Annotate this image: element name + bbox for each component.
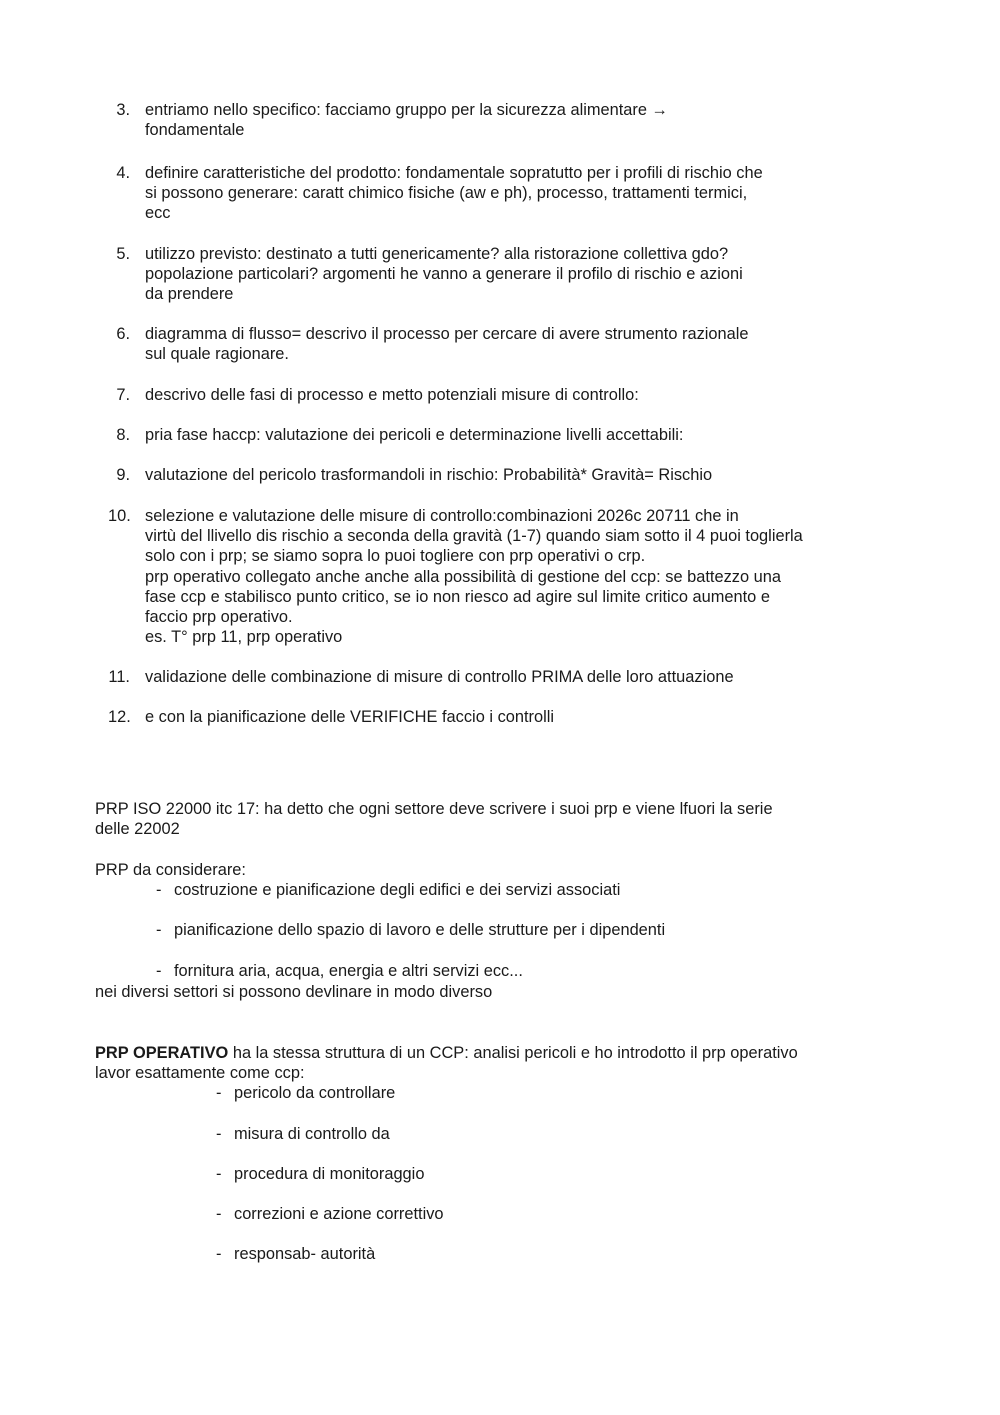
text-line: fondamentale: [145, 121, 245, 140]
text-line: ecc: [145, 204, 171, 223]
prp-consider-footer: nei diversi settori si possono devlinare in modo diverso: [95, 983, 493, 1001]
bullet-item: [156, 880, 620, 900]
text-line: PRP ISO 22000 itc 17: ha detto che ogni settore deve scrivere i suoi prp e viene lfuori la serie: [95, 800, 773, 818]
list-number: 8.: [116, 426, 130, 444]
bullet-text: fornitura aria, acqua, energia e altri servizi ecc...: [174, 962, 523, 980]
list-number: 12.: [108, 708, 131, 726]
text-line: sul quale ragionare.: [145, 345, 289, 364]
bullet-item: [216, 1083, 395, 1103]
bullet-text: costruzione e pianificazione degli edifici e dei servizi associati: [174, 881, 621, 899]
prp-operativo-paragraph: [95, 1043, 925, 1083]
bullet-item: [156, 961, 523, 981]
text-line: descrivo delle fasi di processo e metto potenziali misure di controllo:: [145, 386, 639, 404]
list-text: [145, 506, 925, 647]
list-text: [145, 100, 925, 140]
bullet-text: procedura di monitoraggio: [234, 1165, 425, 1183]
list-number: 11.: [108, 668, 130, 686]
text-line: valutazione del pericolo trasformandoli in rischio: Probabilità* Gravità= Rischio: [145, 466, 713, 484]
text-line: validazione delle combinazione di misure di controllo PRIMA delle loro attuazione: [145, 668, 734, 686]
bullet-text: pericolo da controllare: [234, 1084, 396, 1102]
list-number: 10.: [108, 507, 131, 525]
prp-iso-paragraph: [95, 799, 925, 839]
list-number: 5.: [116, 245, 130, 263]
text-line: entriamo nello specifico: facciamo gruppo per la sicurezza alimentare →: [145, 101, 668, 119]
list-text: [145, 244, 925, 305]
list-text: [145, 425, 925, 445]
list-text: [145, 465, 925, 485]
bullet-text: responsab- autorità: [234, 1245, 376, 1263]
dash-marker: -: [216, 1125, 222, 1143]
list-number: 6.: [116, 325, 130, 343]
text-line: popolazione particolari? argomenti he vanno a generare il profilo di rischio e azioni: [145, 265, 743, 284]
text-line: diagramma di flusso= descrivo il processo per cercare di avere strumento razionale: [145, 325, 749, 343]
bullet-item: [216, 1164, 424, 1184]
prp-consider-heading: PRP da considerare:: [95, 861, 246, 879]
list-text: [145, 707, 925, 727]
text-line: e con la pianificazione delle VERIFICHE faccio i controlli: [145, 708, 555, 726]
text-line: lavor esattamente come ccp:: [95, 1064, 305, 1083]
text-line: es. T° prp 11, prp operativo: [145, 628, 343, 647]
dash-marker: -: [156, 962, 162, 980]
bullet-item: [216, 1204, 444, 1224]
text-line: definire caratteristiche del prodotto: fondamentale sopratutto per i profili di rischio che: [145, 164, 763, 182]
bullet-text: misura di controllo da: [234, 1125, 390, 1143]
text-line: pria fase haccp: valutazione dei pericoli e determinazione livelli accettabili:: [145, 426, 684, 444]
text-line: solo con i prp; se siamo sopra lo puoi togliere con prp operativi o crp.: [145, 547, 646, 566]
text-line: prp operativo collegato anche anche alla possibilità di gestione del ccp: se battezzo una: [145, 567, 782, 586]
text-line: si possono generare: caratt chimico fisiche (aw e ph), processo, trattamenti termici,: [145, 184, 748, 203]
bullet-item: [156, 920, 665, 940]
bullet-item: [216, 1124, 390, 1144]
text-line: PRP OPERATIVO ha la stessa struttura di un CCP: analisi pericoli e ho introdotto il prp operativo: [95, 1044, 798, 1062]
text-line: faccio prp operativo.: [145, 608, 293, 627]
list-number: 9.: [116, 466, 130, 484]
dash-marker: -: [216, 1084, 222, 1102]
text-line: fase ccp e stabilisco punto critico, se io non riesco ad agire sul limite critico aumento e: [145, 587, 770, 606]
text-line: virtù del llivello dis rischio a seconda della gravità (1-7) quando siam sotto il 4 puoi toglierla: [145, 527, 803, 546]
list-text: [145, 163, 925, 224]
list-number: 4.: [116, 164, 130, 182]
prp-operativo-title: PRP OPERATIVO: [95, 1044, 229, 1062]
list-text: [145, 667, 925, 687]
list-number: 7.: [116, 386, 130, 404]
text-line: delle 22002: [95, 820, 180, 839]
dash-marker: -: [216, 1205, 222, 1223]
list-text: [145, 385, 925, 405]
dash-marker: -: [216, 1165, 222, 1183]
bullet-text: correzioni e azione correttivo: [234, 1205, 444, 1223]
dash-marker: -: [216, 1245, 222, 1263]
text-line: da prendere: [145, 285, 234, 304]
dash-marker: -: [156, 921, 162, 939]
list-number: 3.: [116, 101, 130, 119]
list-text: [145, 324, 925, 364]
text-line: selezione e valutazione delle misure di controllo:combinazioni 2026c 20711 che in: [145, 507, 739, 525]
text-line: utilizzo previsto: destinato a tutti genericamente? alla ristorazione collettiva gdo?: [145, 245, 729, 263]
bullet-text: pianificazione dello spazio di lavoro e delle strutture per i dipendenti: [174, 921, 666, 939]
dash-marker: -: [156, 881, 162, 899]
bullet-item: [216, 1244, 375, 1264]
